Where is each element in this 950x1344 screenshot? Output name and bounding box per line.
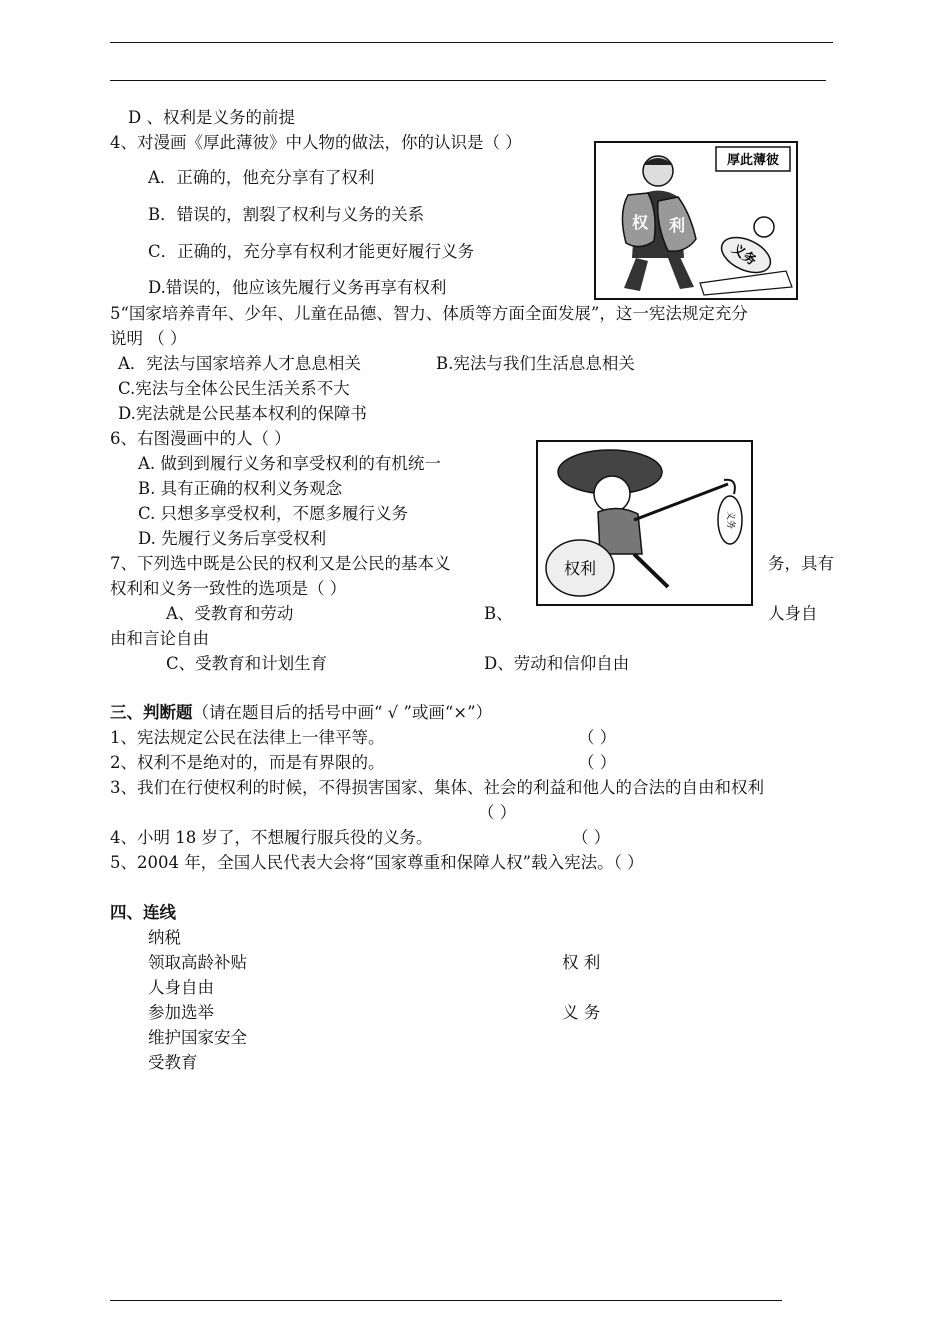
q4-cartoon-title: 厚此薄彼: [726, 153, 780, 168]
match-left-3: 人身自由: [148, 978, 214, 997]
q4-baby-label: 义务: [728, 241, 759, 270]
match-right-1: 权 利: [562, 953, 601, 972]
match-left-5: 维护国家安全: [148, 1028, 247, 1047]
judge-blank-4: （ ）: [572, 828, 611, 847]
q7-line-1-right: 务，具有: [768, 554, 834, 573]
q7-option-b: B、: [484, 604, 513, 623]
q6-option-a: A. 做到到履行义务和享受权利的有机统一: [138, 454, 441, 473]
judge-item-5: 5、2004 年，全国人民代表大会将“国家尊重和保障人权”载入宪法。（ ）: [110, 853, 644, 872]
section3-heading-line: [110, 703, 492, 723]
section4-heading: 四、连线: [110, 903, 176, 922]
q6-stem: 6、右图漫画中的人（ ）: [110, 429, 291, 448]
q4-option-a: A．正确的，他充分享有了权利: [148, 168, 375, 187]
q5-option-b: B.宪法与我们生活息息相关: [436, 354, 635, 373]
q5-line-1: 5“国家培养青年、少年、儿童在品德、智力、体质等方面全面发展”，这一宪法规定充分: [110, 304, 748, 323]
judge-item-2: 2、权利不是绝对的，而是有界限的。: [110, 753, 385, 772]
q6-cartoon: [536, 440, 753, 606]
match-left-2: 领取高龄补贴: [148, 953, 247, 972]
q7-line-1-left: 7、下列选中既是公民的权利又是公民的基本义: [110, 554, 451, 573]
q5-line-2: 说明 （ ）: [110, 329, 187, 348]
judge-item-1: 1、宪法规定公民在法律上一律平等。: [110, 728, 385, 747]
q7-option-b-tail: 人身自: [768, 604, 818, 623]
q6-sack-label: 权利: [563, 559, 597, 578]
q3-option-d: D 、权利是义务的前提: [128, 108, 295, 127]
judge-item-3: 3、我们在行使权利的时候，不得损害国家、集体、社会的利益和他人的合法的自由和权利: [110, 778, 764, 797]
q7-line-2: 权利和义务一致性的选项是（ ）: [110, 579, 347, 598]
section3-heading: 三、判断题: [110, 703, 193, 722]
q5-option-c: C.宪法与全体公民生活关系不大: [118, 379, 350, 398]
q4-bag-char-2: 利: [668, 216, 686, 235]
footer-rule: [110, 1300, 782, 1301]
q4-stem: 4、对漫画《厚此薄彼》中人物的做法，你的认识是（ ）: [110, 133, 522, 152]
match-left-1: 纳税: [148, 928, 181, 947]
q7-option-c: C、受教育和计划生育: [166, 654, 328, 673]
judge-item-4: 4、小明 18 岁了，不想履行服兵役的义务。: [110, 828, 433, 847]
q4-cartoon: [594, 141, 798, 300]
q4-bag-char-1: 权: [631, 213, 649, 232]
q5-option-d: D.宪法就是公民基本权利的保障书: [118, 404, 367, 423]
section3-instruction: （请在题目后的括号中画“ √ ”或画“×”）: [192, 703, 493, 722]
match-left-6: 受教育: [148, 1053, 198, 1072]
q4-option-c: C．正确的，充分享有权利才能更好履行义务: [148, 242, 475, 261]
judge-blank-3: （ ）: [478, 803, 517, 822]
q6-option-c: C. 只想多享受权利，不愿多履行义务: [138, 504, 409, 523]
q4-option-d: D.错误的，他应该先履行义务再享有权利: [148, 278, 447, 297]
header-rule-top: [110, 42, 833, 43]
q7-option-a: A、受教育和劳动: [166, 604, 294, 623]
q6-option-b: B. 具有正确的权利义务观念: [138, 479, 343, 498]
q4-option-b: B．错误的，割裂了权利与义务的关系: [148, 205, 425, 224]
q6-option-d: D. 先履行义务后享受权利: [138, 529, 327, 548]
q6-bundle-label: 义务: [725, 510, 735, 530]
judge-blank-1: （ ）: [578, 728, 617, 747]
match-left-4: 参加选举: [148, 1003, 214, 1022]
q7-option-d: D、劳动和信仰自由: [484, 654, 630, 673]
header-rule-bottom: [110, 80, 826, 81]
match-right-2: 义 务: [562, 1003, 601, 1022]
judge-blank-2: （ ）: [578, 753, 617, 772]
q5-option-a: A．宪法与国家培养人才息息相关: [118, 354, 361, 373]
q7-option-b-cont: 由和言论自由: [110, 629, 209, 648]
